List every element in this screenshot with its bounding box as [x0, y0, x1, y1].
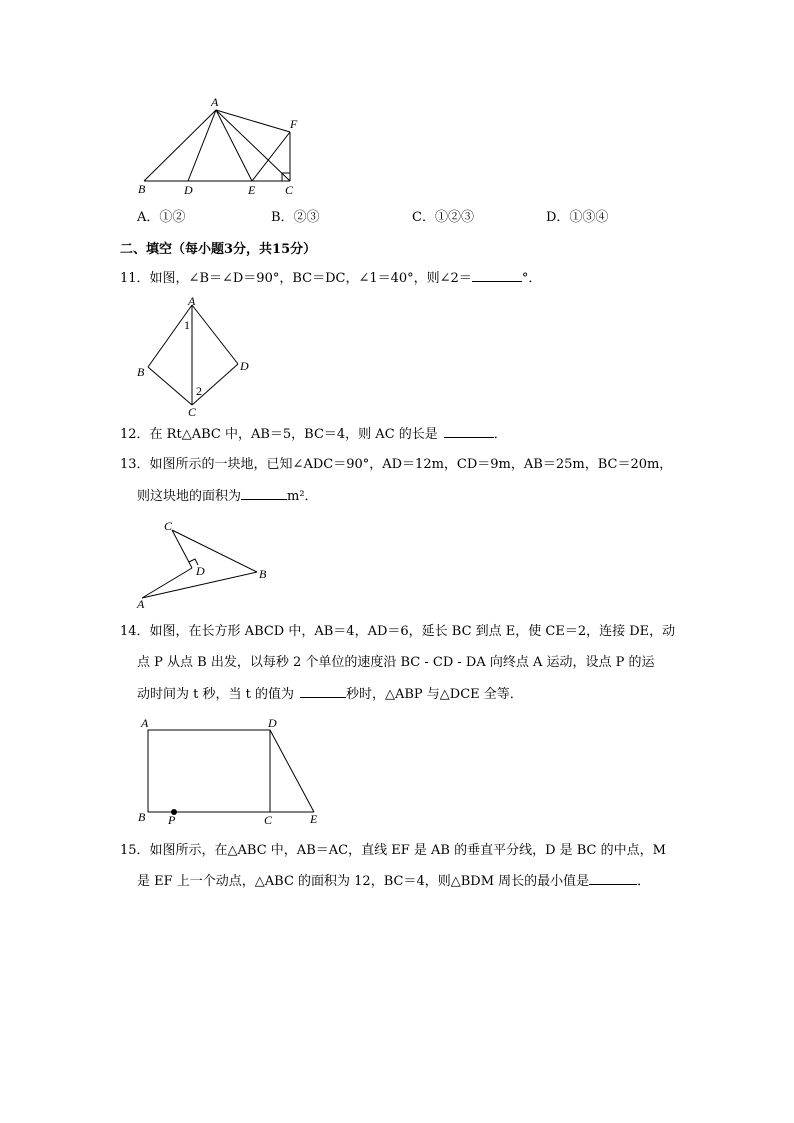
question-text: 则这块地的面积为 — [137, 489, 242, 504]
figure-q10 — [130, 92, 310, 202]
label-d: D — [240, 359, 249, 373]
figure-q11 — [132, 295, 262, 417]
question-text: 如图，在长方形 ABCD 中，AB＝4，AD＝6，延长 BC 到点 E，使 CE＝2，连接 DE，动 — [149, 624, 676, 639]
label-b: B — [259, 567, 267, 581]
question-text-end: °． — [521, 271, 542, 286]
question-text: 如图所示，在△ABC 中，AB＝AC，直线 EF 是 AB 的垂直平分线，D 是 BC 的中点，M — [149, 843, 666, 858]
question-text-end: ． — [637, 874, 651, 889]
question-15-line-1 — [120, 836, 666, 866]
label-f: F — [290, 117, 298, 131]
question-14-line-2 — [137, 648, 655, 678]
label-b: B — [138, 810, 146, 824]
answer-blank[interactable] — [472, 267, 522, 282]
question-text-end: ． — [493, 427, 507, 442]
option-a: A．①② — [137, 210, 186, 225]
question-number: 12． — [120, 427, 150, 442]
answer-blank[interactable] — [241, 485, 287, 500]
question-text: 是 EF 上一个动点，△ABC 的面积为 12，BC＝4，则△BDM 周长的最小值是 — [137, 874, 590, 889]
question-11 — [120, 264, 541, 294]
question-12 — [120, 420, 507, 450]
label-c: C — [188, 405, 197, 419]
label-a: A — [211, 95, 219, 109]
question-text-end: 秒时，△ABP 与△DCE 全等． — [345, 687, 523, 702]
question-number: 15． — [120, 843, 150, 858]
question-number: 13． — [120, 457, 150, 472]
label-e: E — [310, 812, 318, 826]
question-number: 11． — [120, 271, 150, 286]
label-b: B — [138, 182, 146, 196]
label-p: P — [168, 813, 176, 827]
label-c: C — [164, 519, 173, 533]
option-d: D．①③④ — [546, 210, 609, 225]
option-c: C．①②③ — [412, 210, 474, 225]
label-c: C — [285, 183, 294, 197]
answer-blank[interactable] — [444, 423, 494, 438]
question-text-end: m²． — [287, 489, 318, 504]
label-e: E — [248, 183, 256, 197]
question-15-line-2 — [137, 867, 650, 897]
label-c: C — [264, 813, 273, 827]
label-d: D — [268, 716, 277, 730]
question-13-line-2 — [137, 482, 318, 512]
angle-2-label: 2 — [196, 384, 202, 398]
question-text: 动时间为 t 秒，当 t 的值为 — [137, 687, 294, 702]
answer-blank[interactable] — [589, 870, 637, 885]
label-a: A — [141, 716, 149, 730]
figure-q13 — [132, 516, 282, 610]
section-heading: 二、填空（每小题3分，共15分） — [120, 242, 317, 257]
option-b: B．②③ — [271, 210, 320, 225]
answer-blank[interactable] — [300, 683, 346, 698]
question-text: 在 Rt△ABC 中，AB＝5，BC＝4，则 AC 的长是 — [149, 427, 438, 442]
question-number: 14． — [120, 624, 150, 639]
label-d: D — [196, 564, 205, 578]
question-14-line-3 — [137, 680, 523, 710]
question-text: 如图，∠B＝∠D＝90°，BC＝DC，∠1＝40°，则∠2＝ — [149, 271, 472, 286]
figure-q14 — [132, 712, 332, 830]
label-a: A — [188, 294, 196, 308]
angle-1-label: 1 — [184, 318, 190, 332]
question-13-line-1 — [120, 450, 672, 480]
question-14-line-1 — [120, 617, 675, 647]
question-text: 点 P 从点 B 出发，以每秒 2 个单位的速度沿 BC - CD - DA 向终点 A 运动，设点 P 的运 — [137, 655, 655, 670]
label-a: A — [137, 597, 145, 611]
question-text: 如图所示的一块地，已知∠ADC＝90°，AD＝12m，CD＝9m，AB＝25m，BC＝20m， — [149, 457, 673, 472]
label-b: B — [137, 365, 145, 379]
label-d: D — [184, 183, 193, 197]
